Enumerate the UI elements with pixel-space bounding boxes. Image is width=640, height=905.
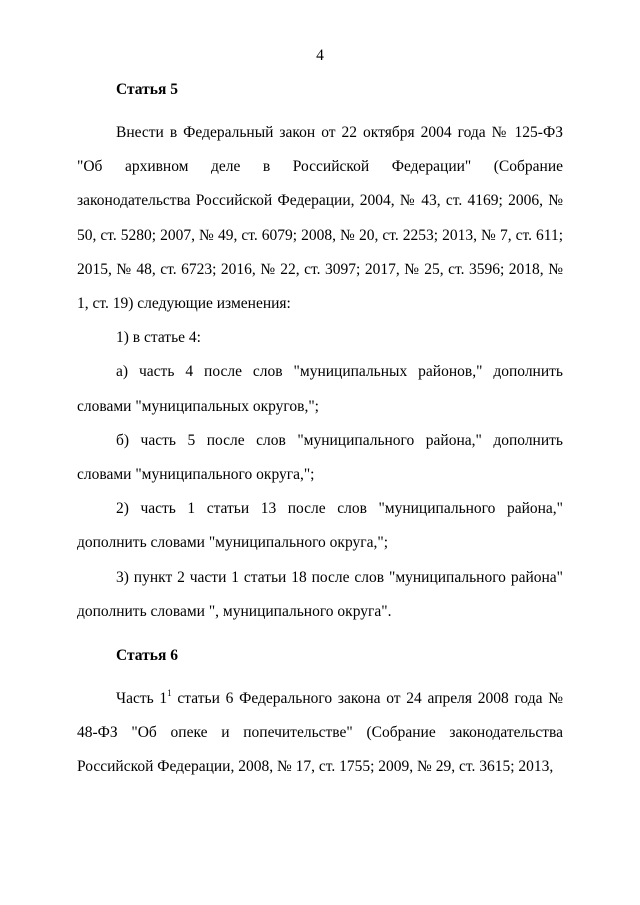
article-6-text-rest: статьи 6 Федерального закона от 24 апреля 2008 года № 48-ФЗ "Об опеке и попечительстве" (Собрание законодательства Российской Федерации, 2008, № 17, ст. 1755; 2009, № 29, ст. 3615; 2013, [77, 690, 564, 776]
article-5-item-2: 2) часть 1 статьи 13 после слов "муниципального района," дополнить словами "муниципального округа,"; [77, 500, 563, 552]
article-5-item-1a: а) часть 4 после слов "муниципальных районов," дополнить словами "муниципальных округов,"; [77, 363, 563, 415]
article-6-text [77, 682, 563, 785]
article-6-text-start: Часть 1 [116, 690, 168, 708]
page-number: 4 [316, 47, 324, 64]
article-5-item-1: 1) в статье 4: [116, 329, 201, 347]
document-body [77, 80, 563, 785]
article-5-intro: Внести в Федеральный закон от 22 октября 2004 года № 125-ФЗ "Об архивном деле в Российской Федерации" (Собрание законодательства Российской Федерации, 2004, № 43, ст. 4169; 2006, № 50, ст. 5280; 2007, № 49, ст. 6079; 2008, № 20, ст. 2253; 2013, № 7, ст. 611; 2015, № 48, ст. 6723; 2016, № 22, ст. 3097; 2017, № 25, ст. 3596; 2018, № 1, ст. 19) следующие изменения: [77, 124, 563, 313]
article-5-item-3: 3) пункт 2 части 1 статьи 18 после слов "муниципального района" дополнить словами ", муниципального округа". [77, 568, 563, 620]
article-5-title: Статья 5 [116, 81, 178, 98]
article-5-item-1b: б) часть 5 после слов "муниципального района," дополнить словами "муниципального округа,"; [77, 431, 563, 484]
article-6-title: Статья 6 [116, 647, 178, 665]
article-6-superscript: 1 [167, 688, 172, 699]
